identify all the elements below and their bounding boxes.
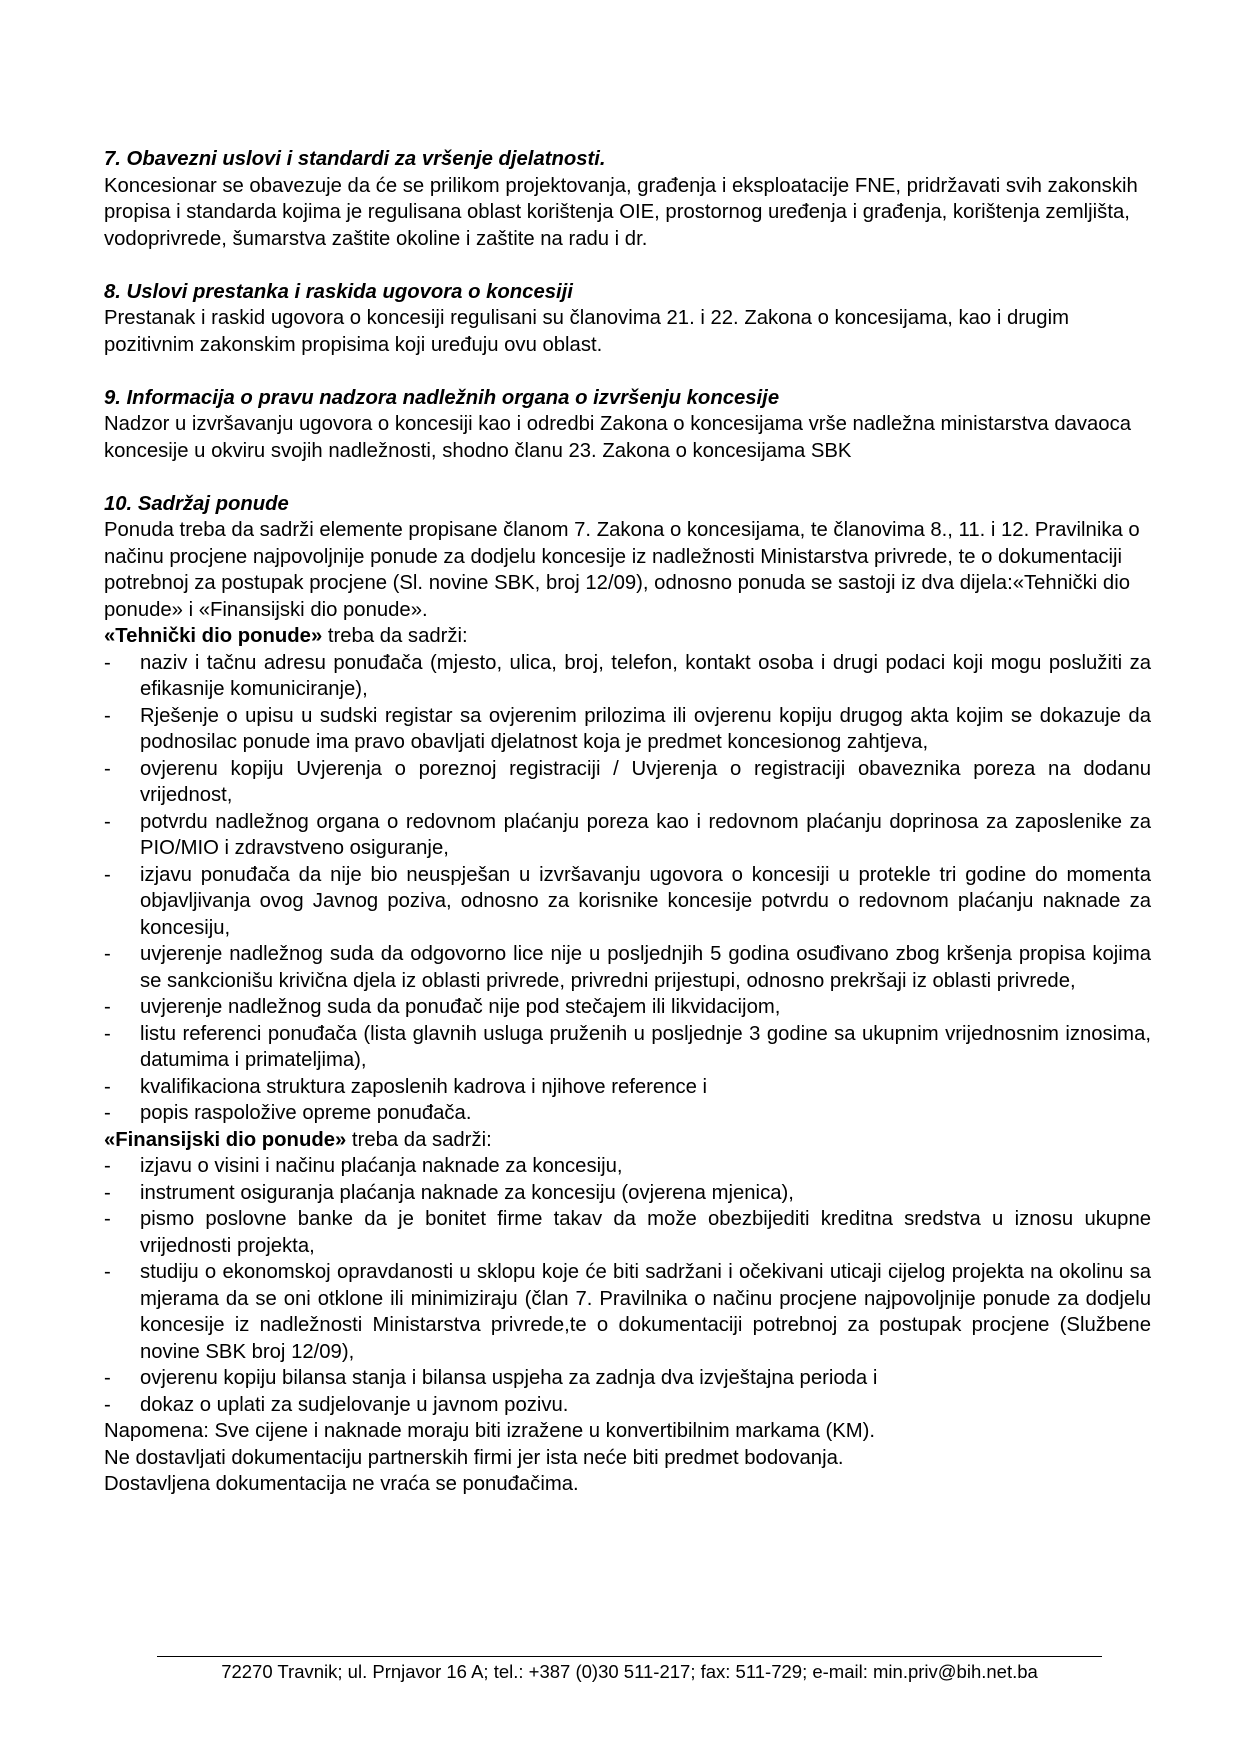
list-item-text: studiju o ekonomskoj opravdanosti u sklopu koje će biti sadržani i očekivani uticaji cijelog projekta na okolinu sa mjerama da se oni otklone ili minimiziraju (član 7. Pravilnika o načinu procjene najpovoljnije ponude za dodjelu koncesije iz nadležnosti Ministarstva privrede,te o dokumentaciji potrebnoj za postupak procjene (Službene novine SBK broj 12/09),	[140, 1261, 1151, 1363]
list-item-text: kvalifikaciona struktura zaposlenih kadrova i njihove reference i	[140, 1075, 708, 1098]
note-docs-not-returned: Dostavljena dokumentacija ne vraća se ponuđačima.	[104, 1473, 579, 1495]
list-item-text: instrument osiguranja plaćanja naknade za koncesiju (ovjerena mjenica),	[140, 1181, 794, 1204]
dash-bullet-icon: -	[104, 651, 111, 674]
list-item	[104, 650, 1151, 703]
section-7-obligations	[104, 146, 1151, 252]
list-item	[104, 941, 1151, 994]
section-8-termination	[104, 279, 1151, 359]
technical-part-suffix: treba da sadrži:	[322, 625, 468, 647]
list-item-text: izjavu o visini i načinu plaćanja naknade za koncesiju,	[140, 1155, 623, 1177]
list-item-text: uvjerenje nadležnog suda da odgovorno lice nije u posljednjih 5 godina osuđivano zbog kršenja propisa kojima se sankcionišu krivična djela iz oblasti privrede, privredni prijestupi, odnosno prekršaji iz oblasti privrede,	[140, 943, 1151, 992]
section-paragraph: Prestanak i raskid ugovora o koncesiji regulisani su članovima 21. i 22. Zakona o koncesijama, kao i drugim pozitivnim zakonskim propisima koji uređuju ovu oblast.	[104, 307, 1069, 356]
financial-part-heading	[104, 1127, 1151, 1154]
dash-bullet-icon: -	[104, 1261, 111, 1283]
list-item-text: uvjerenje nadležnog suda da ponuđač nije pod stečajem ili likvidacijom,	[140, 996, 781, 1018]
dash-bullet-icon: -	[104, 704, 111, 727]
list-item-text: naziv i tačnu adresu ponuđača (mjesto, ulica, broj, telefon, kontakt osoba i drugi podaci koji mogu poslužiti za efikasnije komuniciranje),	[140, 651, 1151, 700]
list-item	[104, 756, 1151, 809]
technical-part-title: «Tehnički dio ponude»	[104, 625, 323, 647]
list-item-text: popis raspoložive opreme ponuđača.	[140, 1102, 472, 1124]
footer-divider	[157, 1656, 1102, 1657]
list-item	[104, 1153, 1151, 1180]
note-currency: Napomena: Sve cijene i naknade moraju biti izražene u konvertibilnim markama (KM).	[104, 1420, 876, 1442]
note-partner-docs: Ne dostavljati dokumentaciju partnerskih firmi jer ista neće biti predmet bodovanja.	[104, 1446, 844, 1469]
financial-part-suffix: treba da sadrži:	[346, 1128, 492, 1151]
list-item	[104, 1392, 1151, 1419]
list-item	[104, 809, 1151, 862]
list-item-text: ovjerenu kopiju bilansa stanja i bilansa uspjeha za zadnja dva izvještajna perioda i	[140, 1367, 878, 1389]
dash-bullet-icon: -	[104, 1208, 111, 1230]
list-item	[104, 1074, 1151, 1101]
section-heading: 9. Informacija o pravu nadzora nadležnih organa o izvršenju koncesije	[104, 386, 780, 409]
list-item	[104, 1365, 1151, 1392]
list-item	[104, 1021, 1151, 1074]
list-item-text: ovjerenu kopiju Uvjerenja o poreznoj registraciji / Uvjerenja o registraciji obaveznika poreza na dodanu vrijednost,	[140, 757, 1151, 806]
list-item-text: potvrdu nadležnog organa o redovnom plaćanju poreza kao i redovnom plaćanju doprinosa za zaposlenike za PIO/MIO i zdravstveno osiguranje,	[140, 810, 1151, 859]
list-item-text: listu referenci ponuđača (lista glavnih usluga pruženih u posljednje 3 godine sa ukupnim vrijednosnim iznosima, datumima i primateljima),	[140, 1022, 1151, 1071]
list-item	[104, 1100, 1151, 1127]
dash-bullet-icon: -	[104, 810, 111, 833]
document-body	[104, 146, 1151, 1498]
dash-bullet-icon: -	[104, 863, 111, 886]
financial-requirements-list	[104, 1153, 1151, 1418]
dash-bullet-icon: -	[104, 1102, 111, 1124]
list-item-text: Rješenje o upisu u sudski registar sa ovjerenim prilozima ili ovjerenu kopiju drugog akta kojim se dokazuje da podnosilac ponude ima pravo obavljati djelatnost koja je predmet koncesionog zahtjeva,	[140, 704, 1151, 753]
section-paragraph: Ponuda treba da sadrži elemente propisane članom 7. Zakona o koncesijama, te članovima 8., 11. i 12. Pravilnika o načinu procjene najpovoljnije ponude za dodjelu koncesije iz nadležnosti Ministarstva privrede, te o dokumentaciji potrebnoj za postupak procjene (Sl. novine SBK, broj 12/09), odnosno ponuda se sastoji iz dva dijela:«Tehnički dio ponude» i «Finansijski dio ponude».	[104, 519, 1140, 621]
list-item	[104, 703, 1151, 756]
section-9-supervision	[104, 385, 1151, 465]
list-item	[104, 862, 1151, 942]
technical-part-heading	[104, 623, 1151, 650]
section-heading: 8. Uslovi prestanka i raskida ugovora o koncesiji	[104, 280, 573, 303]
list-item-text: dokaz o uplati za sudjelovanje u javnom pozivu.	[140, 1393, 569, 1416]
dash-bullet-icon: -	[104, 1181, 111, 1204]
dash-bullet-icon: -	[104, 996, 111, 1018]
dash-bullet-icon: -	[104, 1367, 111, 1389]
dash-bullet-icon: -	[104, 1075, 111, 1098]
section-10-offer-content	[104, 491, 1151, 1498]
section-heading: 7. Obavezni uslovi i standardi za vršenje djelatnosti.	[104, 148, 606, 170]
dash-bullet-icon: -	[104, 1022, 111, 1045]
footer-contact-info: 72270 Travnik; ul. Prnjavor 16 A; tel.: +387 (0)30 511-217; fax: 511-729; e-mail: min.priv@bih.net.ba	[221, 1661, 1038, 1682]
list-item-text: izjavu ponuđača da nije bio neuspješan u izvršavanju ugovora o koncesiji u protekle tri godine do momenta objavljivanja ovog Javnog poziva, odnosno za korisnike koncesije potvrdu o redovnom plaćanju naknade za koncesiju,	[140, 863, 1151, 939]
section-paragraph: Nadzor u izvršavanju ugovora o koncesiji kao i odredbi Zakona o koncesijama vrše nadležna ministarstva davaoca koncesije u okviru svojih nadležnosti, shodno članu 23. Zakona o koncesijama SBK	[104, 413, 1131, 462]
technical-requirements-list	[104, 650, 1151, 1127]
list-item	[104, 1180, 1151, 1207]
dash-bullet-icon: -	[104, 757, 111, 780]
section-heading: 10. Sadržaj ponude	[104, 492, 289, 515]
list-item	[104, 994, 1151, 1021]
list-item	[104, 1206, 1151, 1259]
financial-part-title: «Finansijski dio ponude»	[104, 1128, 347, 1151]
list-item	[104, 1259, 1151, 1365]
list-item-text: pismo poslovne banke da je bonitet firme takav da može obezbijediti kreditna sredstva u iznosu ukupne vrijednosti projekta,	[140, 1208, 1151, 1257]
dash-bullet-icon: -	[104, 1393, 111, 1416]
dash-bullet-icon: -	[104, 1155, 111, 1177]
dash-bullet-icon: -	[104, 943, 111, 965]
section-paragraph: Koncesionar se obavezuje da će se prilikom projektovanja, građenja i eksploatacije FNE, pridržavati svih zakonskih propisa i standarda kojima je regulisana oblast korištenja OIE, prostornog uređenja i građenja, korištenja zemljišta, vodoprivrede, šumarstva zaštite okoline i zaštite na radu i dr.	[104, 174, 1138, 250]
